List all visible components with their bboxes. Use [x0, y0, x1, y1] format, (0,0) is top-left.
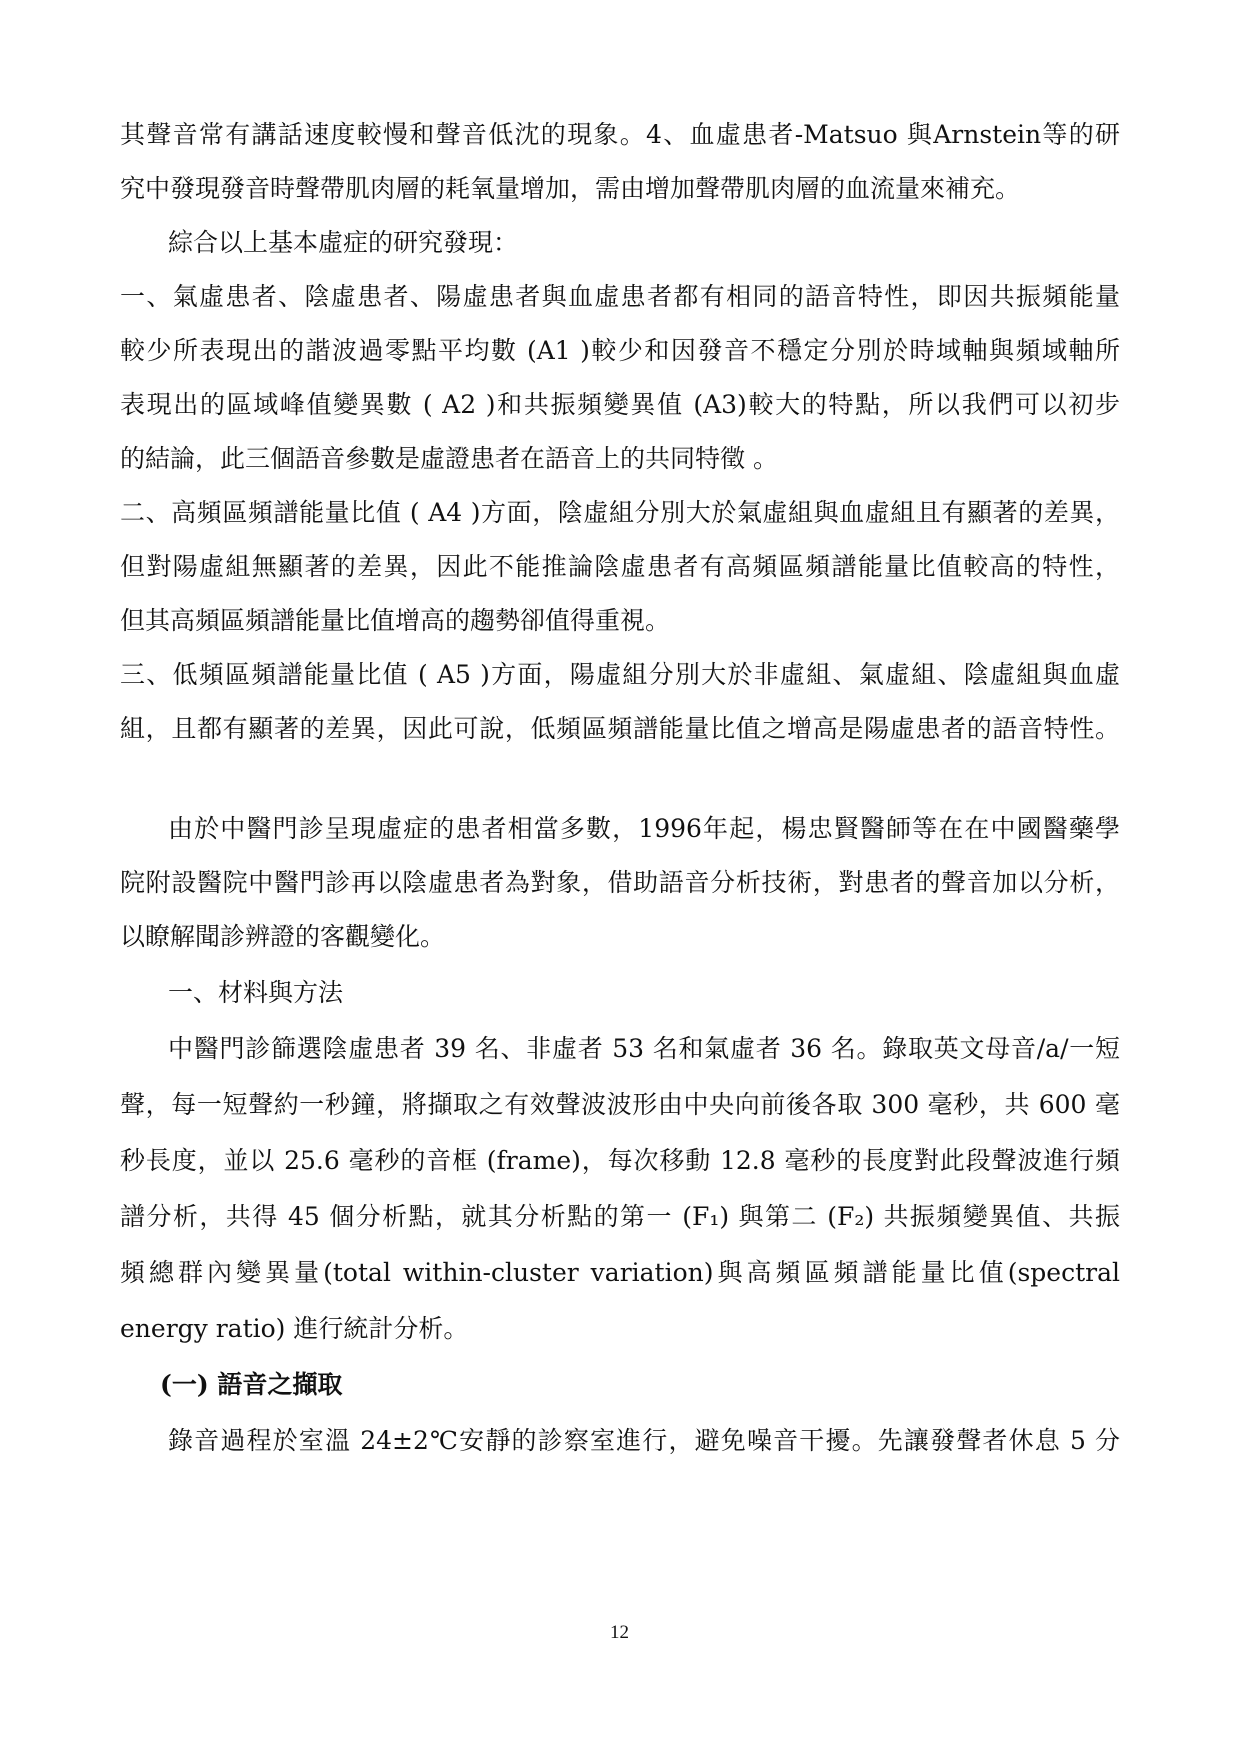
text-line: 聲，每一短聲約一秒鐘，將擷取之有效聲波波形由中央向前後各取 300 毫秒，共 600 毫	[120, 1090, 1120, 1119]
text-line: 錄音過程於室溫 24±2℃安靜的診察室進行，避免噪音干擾。先讓發聲者休息 5 分	[168, 1426, 1120, 1455]
text-line: 由於中醫門診呈現虛症的患者相當多數，1996年起，楊忠賢醫師等在在中國醫藥學	[168, 814, 1120, 843]
section-heading: 一、材料與方法	[168, 978, 344, 1007]
text-line: 譜分析，共得 45 個分析點，就其分析點的第一 (F₁) 與第二 (F₂) 共振頻變異值、共振	[120, 1202, 1120, 1231]
text-line: 院附設醫院中醫門診再以陰虛患者為對象，借助語音分析技術，對患者的聲音加以分析，	[120, 868, 1120, 897]
text-line: 中醫門診篩選陰虛患者 39 名、非虛者 53 名和氣虛者 36 名。錄取英文母音/a/一短	[168, 1034, 1120, 1063]
text-line: 其聲音常有講話速度較慢和聲音低沈的現象。4、血虛患者-Matsuo 與Arnstein等的研	[120, 120, 1120, 149]
text-line: 的結論，此三個語音參數是虛證患者在語音上的共同特徵 。	[120, 444, 778, 473]
page-number: 12	[610, 1622, 629, 1643]
text-line: 頻總群內變異量(total within-cluster variation)與高頻區頻譜能量比值(spectral	[120, 1258, 1120, 1287]
text-line: 組，且都有顯著的差異，因此可說，低頻區頻譜能量比值之增高是陽虛患者的語音特性。	[120, 714, 1120, 743]
text-line: 但其高頻區頻譜能量比值增高的趨勢卻值得重視。	[120, 606, 671, 635]
text-line: 但對陽虛組無顯著的差異，因此不能推論陰虛患者有高頻區頻譜能量比值較高的特性，	[120, 552, 1120, 581]
text-line: 秒長度，並以 25.6 毫秒的音框 (frame)，每次移動 12.8 毫秒的長度對此段聲波進行頻	[120, 1146, 1120, 1175]
text-line: 二、高頻區頻譜能量比值 ( A4 )方面，陰虛組分別大於氣虛組與血虛組且有顯著的差異，	[120, 498, 1120, 527]
text-line: 一、氣虛患者、陰虛患者、陽虛患者與血虛患者都有相同的語音特性，即因共振頻能量	[120, 282, 1120, 311]
subsection-heading: (一) 語音之擷取	[160, 1370, 343, 1399]
text-line: 較少所表現出的諧波過零點平均數 (A1 )較少和因發音不穩定分別於時域軸與頻域軸所	[120, 336, 1120, 365]
text-line: 以瞭解聞診辨證的客觀變化。	[120, 922, 446, 951]
text-line: energy ratio) 進行統計分析。	[120, 1314, 469, 1343]
text-line: 綜合以上基本虛症的研究發現：	[168, 228, 519, 257]
text-line: 究中發現發音時聲帶肌肉層的耗氧量增加，需由增加聲帶肌肉層的血流量來補充。	[120, 174, 1021, 203]
text-line: 三、低頻區頻譜能量比值 ( A5 )方面，陽虛組分別大於非虛組、氣虛組、陰虛組與血虛	[120, 660, 1120, 689]
text-line: 表現出的區域峰值變異數 ( A2 )和共振頻變異值 (A3)較大的特點，所以我們可以初步	[120, 390, 1120, 419]
